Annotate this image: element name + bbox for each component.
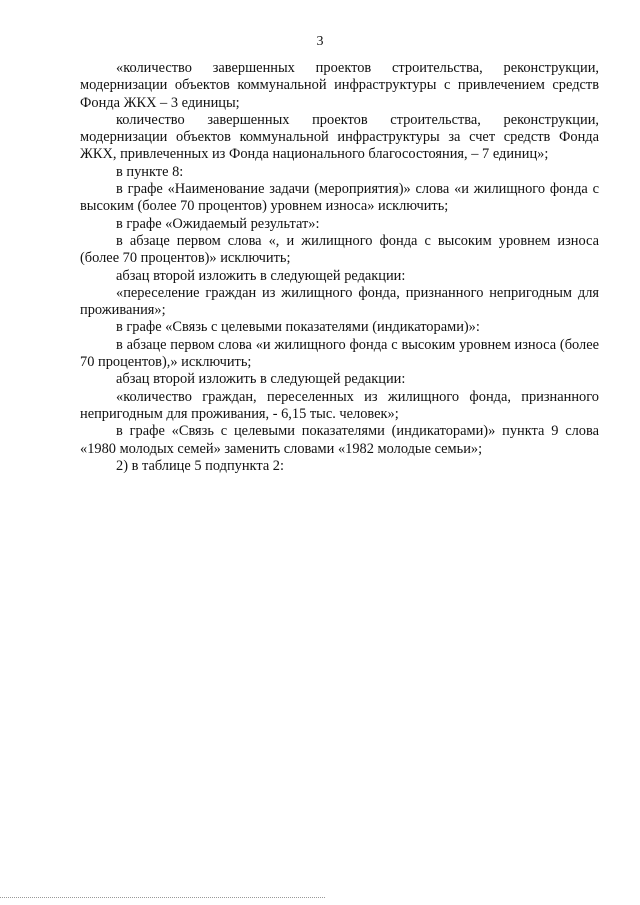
paragraph: «количество завершенных проектов строительства, реконструкции, модернизации объектов коммунальной инфраструктуры с привлечением средств Фонда ЖКХ – 3 единицы; xyxy=(80,60,599,111)
footer-rule xyxy=(0,897,325,898)
paragraph: «количество граждан, переселенных из жилищного фонда, признанного непригодным для проживания, - 6,15 тыс. человек»; xyxy=(80,388,599,422)
paragraph: в графе «Наименование задачи (мероприятия)» слова «и жилищного фонда с высоким (более 70 процентов) уровнем износа» исключить; xyxy=(80,181,599,215)
paragraph: «переселение граждан из жилищного фонда, признанного непригодным для проживания»; xyxy=(80,284,599,319)
paragraph: в пункте 8: xyxy=(116,163,184,180)
paragraph: в абзаце первом слова «и жилищного фонда с высоким уровнем износа (более 70 процентов),» исключить; xyxy=(80,336,599,371)
paragraph: в графе «Ожидаемый результат»: xyxy=(116,215,320,232)
paragraph: количество завершенных проектов строительства, реконструкции, модернизации объектов коммунальной инфраструктуры за счет средств Фонда ЖКХ, привлеченных из Фонда национального благосостояния, – 7 единиц»; xyxy=(80,111,599,163)
paragraph: в графе «Связь с целевыми показателями (индикаторами)» пункта 9 слова «1980 молодых семей» заменить словами «1982 молодые семьи»; xyxy=(80,423,599,457)
paragraph: в абзаце первом слова «, и жилищного фонда с высоким уровнем износа (более 70 процентов)» исключить; xyxy=(80,232,599,267)
paragraph: абзац второй изложить в следующей редакции: xyxy=(116,371,406,388)
paragraph: 2) в таблице 5 подпункта 2: xyxy=(116,457,285,474)
paragraph: в графе «Связь с целевыми показателями (индикаторами)»: xyxy=(116,319,480,336)
page-number: 3 xyxy=(316,34,324,49)
paragraph: абзац второй изложить в следующей редакции: xyxy=(116,267,406,284)
document-body xyxy=(80,60,599,475)
